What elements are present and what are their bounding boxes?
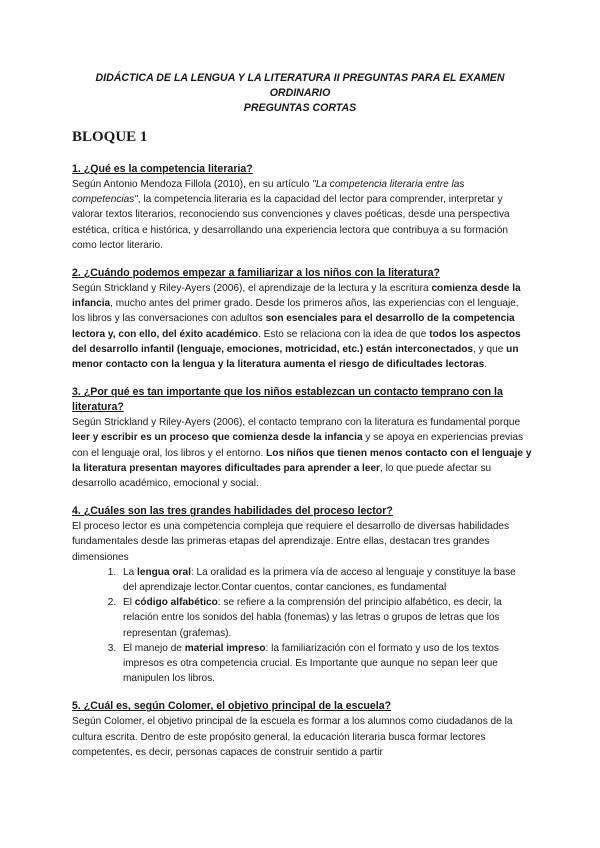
title-line-1: DIDÁCTICA DE LA LENGUA Y LA LITERATURA II PREGUNTAS PARA EL EXAMEN — [95, 72, 505, 84]
title-line-2: ORDINARIO — [269, 87, 331, 99]
document-content — [72, 162, 532, 773]
question-2-title: 2. ¿Cuándo podemos empezar a familiarizar a los niños con la literatura? — [72, 267, 440, 280]
question-1-title: 1. ¿Qué es la competencia literaria? — [72, 163, 253, 175]
question-5 — [72, 699, 532, 760]
question-3 — [72, 385, 532, 491]
question-5-title: 5. ¿Cuál es, según Colomer, el objetivo principal de la escuela? — [72, 700, 392, 713]
question-2-answer: Según Strickland y Riley-Ayers (2006), el aprendizaje de la lectura y la escritura comienza desde la infancia, mucho antes del primer grado. Desde los primeros años, las experiencias con el lenguaje, los libros y las conversaciones con adultos son esenciales para el desarrollo de la competencia lectora y, con ello, del éxito académico. Esto se relaciona con la idea de que todos los aspectos del desarrollo infantil (lenguaje, emociones, motricidad, etc.) están interconectados, y que un menor contacto con la lengua y la literatura aumenta el riesgo de dificultades lectoras. — [72, 283, 521, 371]
article-title: "La competencia literaria entre las competencias" — [72, 179, 465, 206]
question-4-title: 4. ¿Cuáles son las tres grandes habilidades del proceso lector? — [72, 505, 393, 518]
list-item: 3. El manejo de material impreso: la familiarización con el formato y uso de los textos impresos es otra competencia crucial. Es Importante que aunque no sepan leer que manipulen los libros. — [119, 641, 532, 687]
list-item: 2. El código alfabético: se refiere a la comprensión del principio alfabético, es decir, la relación entre los sonidos del habla (fonemas) y las letras o grupos de letras que los representan (grafemas). — [119, 595, 532, 641]
question-1 — [72, 162, 532, 253]
title-line-3: PREGUNTAS CORTAS — [243, 102, 357, 114]
skills-list — [72, 565, 532, 687]
list-item: 1. La lengua oral: La oralidad es la primera vía de acceso al lenguaje y constituye la base del aprendizaje lector.Contar cuentos, contar canciones, es fundamental — [119, 565, 532, 595]
question-1-answer: Según Antonio Mendoza Fillola (2010), en su artículo "La competencia literaria entre las competencias", la competencia literaria es la capacidad del lector para comprender, interpretar y valorar textos literarios, reconociendo sus convenciones y claves poéticas, desde una perspectiva estética, crítica e histórica, y desarrollando una experiencia lectora que contribuya a su formación como lector literario. — [72, 179, 510, 251]
question-4 — [72, 504, 532, 686]
question-2 — [72, 266, 532, 372]
question-4-intro: El proceso lector es una competencia compleja que requiere el desarrollo de diversas habilidades fundamentales desde las primeras etapas del aprendizaje. Entre ellas, destacan tres grandes dimensiones — [72, 521, 510, 563]
question-3-answer: Según Strickland y Riley-Ayers (2006), el contacto temprano con la literatura es fundamental porque leer y escribir es un proceso que comienza desde la infancia y se apoya en experiencias previas con el lenguaje oral, los libros y el entorno. Los niños que tienen menos contacto con el lenguaje y la literatura presentan mayores dificultades para aprender a leer, lo que puede afectar su desarrollo académico, emocional y social. — [72, 417, 532, 490]
section-heading: BLOQUE 1 — [72, 129, 148, 145]
question-5-answer: Según Colomer, el objetivo principal de la escuela es formar a los alumnos como ciudadanos de la cultura escrita. Dentro de este propósito general, la educación literaria busca formar lectores competentes, es decir, personas capaces de construir sentido a partir — [72, 716, 513, 758]
document-title — [60, 71, 540, 116]
question-3-title: 3. ¿Por qué es tan importante que los niños establezcan un contacto temprano con la literatura? — [72, 386, 503, 414]
